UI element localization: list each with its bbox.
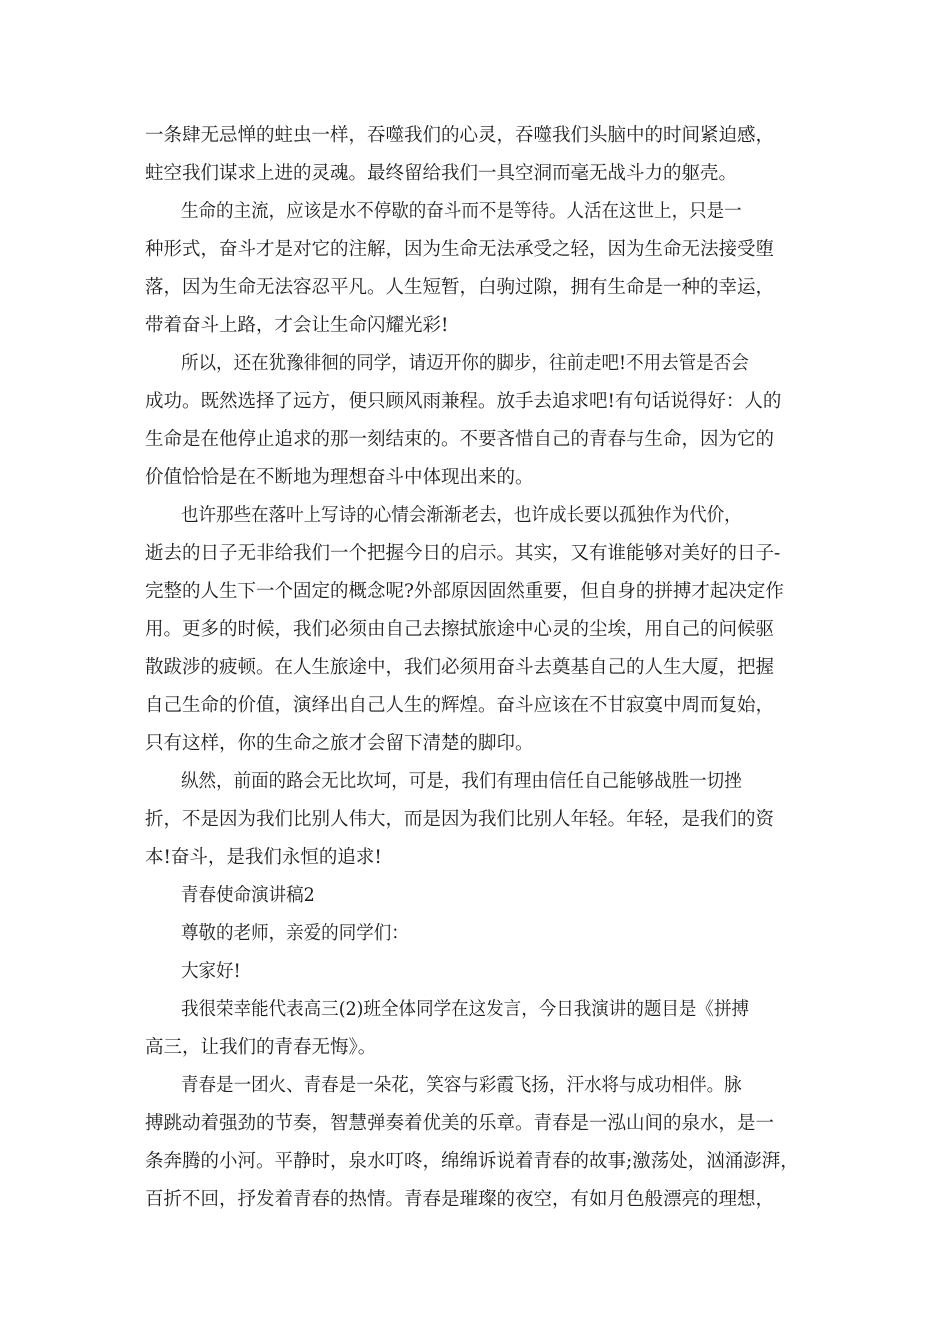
paragraph-start-line: 所以，还在犹豫徘徊的同学，请迈开你的脚步，往前走吧!不用去管是否会 xyxy=(181,353,749,374)
text-line: 只有这样，你的生命之旅才会留下清楚的脚印。 xyxy=(145,733,534,754)
text-line: 逝去的日子无非给我们一个把握今日的启示。其实，又有谁能够对美好的日子- xyxy=(145,543,781,564)
text-line: 一条肆无忌惮的蛀虫一样，吞噬我们的心灵，吞噬我们头脑中的时间紧迫感， xyxy=(145,125,775,146)
salutation: 尊敬的老师，亲爱的同学们： xyxy=(181,923,409,944)
text-line: 百折不回，抒发着青春的热情。青春是璀璨的夜空，有如月色般漂亮的理想， xyxy=(145,1189,775,1210)
text-line: 折，不是因为我们比别人伟大，而是因为我们比别人年轻。年轻，是我们的资 xyxy=(145,809,775,830)
text-line: 完整的人生下一个固定的概念呢?外部原因固然重要，但自身的拼搏才起决定作 xyxy=(145,581,784,602)
text-line: 自己生命的价值，演绎出自己人生的辉煌。奋斗应该在不甘寂寞中周而复始， xyxy=(145,695,775,716)
text-line: 高三，让我们的青春无悔》。 xyxy=(145,1037,377,1058)
greeting: 大家好! xyxy=(181,961,241,982)
text-line: 用。更多的时候，我们必须由自己去擦拭旅途中心灵的尘埃，用自己的问候驱 xyxy=(145,619,775,640)
text-line: 带着奋斗上路，才会让生命闪耀光彩! xyxy=(145,315,449,336)
text-line: 生命是在他停止追求的那一刻结束的。不要吝惜自己的青春与生命，因为它的 xyxy=(145,429,775,450)
paragraph-start-line: 我很荣幸能代表高三(2)班全体同学在这发言，今日我演讲的题目是《拼搏 xyxy=(181,999,749,1020)
paragraph-start-line: 青春是一团火、青春是一朵花，笑容与彩霞飞扬，汗水将与成功相伴。脉 xyxy=(181,1075,742,1096)
paragraph-start-line: 纵然，前面的路会无比坎坷，可是，我们有理由信任自己能够战胜一切挫 xyxy=(181,771,742,792)
text-line: 蛀空我们谋求上进的灵魂。最终留给我们一具空洞而毫无战斗力的躯壳。 xyxy=(145,163,738,184)
paragraph-start-line: 生命的主流，应该是水不停歇的奋斗而不是等待。人活在这世上，只是一 xyxy=(181,201,742,222)
text-line: 条奔腾的小河。平静时，泉水叮咚，绵绵诉说着青春的故事;激荡处，汹涌澎湃， xyxy=(145,1151,799,1172)
text-line: 种形式，奋斗才是对它的注解，因为生命无法承受之轻，因为生命无法接受堕 xyxy=(145,239,775,260)
text-line: 成功。既然选择了远方，便只顾风雨兼程。放手去追求吧!有句话说得好：人的 xyxy=(145,391,782,412)
text-line: 价值恰恰是在不断地为理想奋斗中体现出来的。 xyxy=(145,467,534,488)
text-line: 本!奋斗，是我们永恒的追求! xyxy=(145,847,382,868)
text-line: 散跋涉的疲顿。在人生旅途中，我们必须用奋斗去奠基自己的人生大厦，把握 xyxy=(145,657,775,678)
section-heading: 青春使命演讲稿2 xyxy=(181,885,315,906)
paragraph-start-line: 也许那些在落叶上写诗的心情会渐渐老去，也许成长要以孤独作为代价， xyxy=(181,505,742,526)
text-line: 落，因为生命无法容忍平凡。人生短暂，白驹过隙，拥有生命是一种的幸运， xyxy=(145,277,775,298)
text-line: 搏跳动着强劲的节奏，智慧弹奏着优美的乐章。青春是一泓山间的泉水，是一 xyxy=(145,1113,775,1134)
